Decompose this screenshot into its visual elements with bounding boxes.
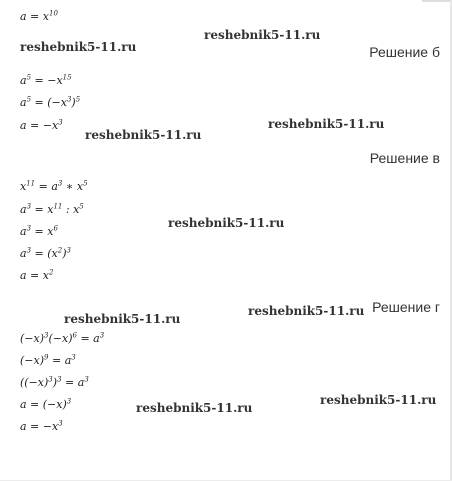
watermark: reshebnik5-11.ru (85, 128, 202, 142)
solution-heading-b: Решение б (369, 44, 440, 60)
equation-text: (−x) (20, 332, 45, 345)
equation-text: = a (35, 180, 58, 193)
exponent: 5 (26, 95, 32, 104)
exponent: 9 (44, 353, 49, 362)
exponent: 11 (26, 179, 36, 188)
equation-line (20, 247, 71, 261)
watermark: reshebnik5-11.ru (248, 304, 365, 318)
exponent: 3 (26, 246, 32, 255)
equation-text: = x (31, 225, 54, 238)
equation-text: ∗ x (62, 180, 84, 193)
equation-text: a (20, 203, 27, 216)
equation-line (20, 354, 76, 368)
equation-text: (−x) (48, 332, 73, 345)
equation-text: x (20, 180, 27, 193)
equation-line (20, 203, 84, 217)
watermark: reshebnik5-11.ru (168, 216, 285, 230)
equation-line (20, 74, 72, 88)
equation-text: a (20, 74, 27, 87)
exponent: 6 (72, 331, 77, 340)
equation-line (20, 10, 58, 24)
equation-text: ) (71, 96, 76, 109)
equation-line (20, 269, 53, 283)
equation-line (20, 420, 63, 434)
solution-heading-v: Решение в (369, 150, 440, 166)
equation-text: = x (31, 203, 54, 216)
exponent: 3 (66, 246, 71, 255)
exponent: 3 (26, 224, 32, 233)
equation-text: a = (−x) (20, 398, 67, 411)
equation-text: ) (62, 247, 67, 260)
equation-text: = a (76, 332, 100, 345)
equation-text: (−x) (20, 354, 45, 367)
equation-text: a = x (20, 269, 49, 282)
equation-text: a (20, 96, 27, 109)
exponent: 3 (57, 179, 63, 188)
exponent: 3 (71, 353, 76, 362)
exponent: 3 (99, 331, 105, 340)
exponent: 3 (66, 397, 72, 406)
equation-text: = a (61, 376, 85, 389)
exponent: 5 (83, 179, 88, 188)
equation-text: : x (62, 203, 80, 216)
exponent: 3 (57, 375, 62, 384)
equation-text: = (−x (31, 96, 67, 109)
equation-line (20, 180, 88, 194)
exponent: 5 (26, 73, 32, 82)
exponent: 3 (66, 95, 72, 104)
equation-text: ) (52, 376, 58, 389)
exponent: 10 (48, 9, 58, 18)
watermark: reshebnik5-11.ru (268, 117, 385, 131)
exponent: 3 (58, 419, 63, 428)
equation-text: a (20, 247, 27, 260)
exponent: 3 (84, 375, 89, 384)
solution-heading-g: Решение г (372, 299, 440, 315)
exponent: 15 (62, 73, 72, 82)
watermark: reshebnik5-11.ru (20, 40, 137, 54)
equation-text: = −x (31, 74, 63, 87)
equation-text: a = x (20, 10, 49, 23)
exponent: 11 (53, 202, 63, 211)
top-border (422, 0, 452, 2)
equation-text: ((−x) (20, 376, 49, 389)
equation-text: = a (48, 354, 72, 367)
exponent: 2 (48, 268, 54, 277)
equation-text: a = −x (20, 119, 59, 132)
exponent: 2 (57, 246, 63, 255)
watermark: reshebnik5-11.ru (136, 401, 253, 415)
exponent: 6 (53, 224, 58, 233)
exponent: 5 (75, 95, 81, 104)
exponent: 5 (79, 202, 84, 211)
exponent: 3 (48, 375, 53, 384)
equation-text: = (x (31, 247, 58, 260)
watermark: reshebnik5-11.ru (320, 393, 437, 407)
equation-line (20, 225, 58, 239)
exponent: 3 (58, 118, 63, 127)
watermark: reshebnik5-11.ru (204, 28, 321, 42)
exponent: 3 (26, 202, 32, 211)
equation-line (20, 398, 71, 412)
equation-line (20, 376, 89, 390)
watermark: reshebnik5-11.ru (64, 312, 181, 326)
equation-line (20, 119, 63, 133)
equation-text: a = −x (20, 420, 59, 433)
exponent: 3 (44, 331, 49, 340)
equation-line (20, 332, 104, 346)
equation-line (20, 96, 80, 110)
equation-text: a (20, 225, 27, 238)
